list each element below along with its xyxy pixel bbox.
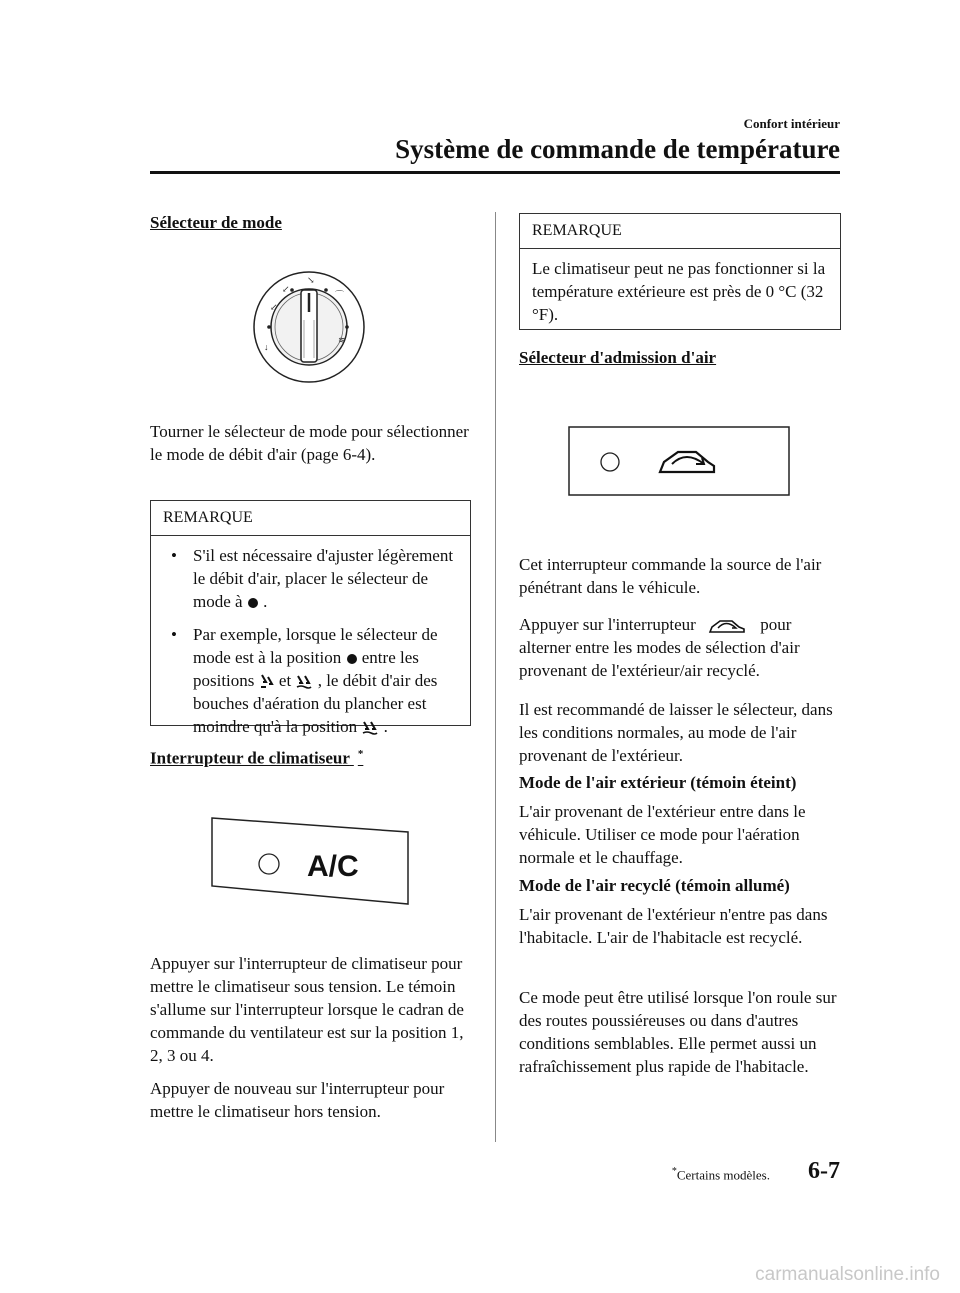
page-number: 6-7 (808, 1158, 840, 1184)
ac-switch-illustration (210, 814, 410, 908)
svg-text:⌒: ⌒ (335, 290, 345, 300)
svg-text:↓: ↓ (264, 342, 269, 352)
filled-dot-icon (247, 597, 259, 609)
outside-air-mode-description: L'air provenant de l'extérieur entre dans le véhicule. Utiliser ce mode pour l'aération normale et le chauffage. (519, 802, 806, 867)
air-intake-description-3: Il est recommandé de laisser le sélecteur, dans les conditions normales, au mode de l'air provenant de l'extérieur. (519, 700, 833, 765)
mode-selector-heading: Sélecteur de mode (150, 213, 282, 232)
air-intake-description-2: Appuyer sur l'interrupteur pour alterner entre les modes de sélection d'air provenant de l'extérieur/air recyclé. (519, 615, 800, 681)
watermark: carmanualsonline.info (755, 1264, 940, 1285)
note-title: REMARQUE (151, 501, 470, 536)
mode-selector-description: Tourner le sélecteur de mode pour sélectionner le mode de débit d'air (page 6-4). (150, 422, 469, 464)
floor-vent-icon (259, 674, 275, 690)
svg-text:↙: ↙ (270, 302, 278, 312)
asterisk-marker: * (357, 748, 364, 760)
outside-air-mode-heading: Mode de l'air extérieur (témoin éteint) (519, 773, 797, 792)
air-intake-switch-illustration (568, 426, 790, 496)
note-bullet-1: • S'il est nécessaire d'ajuster légèrement le débit d'air, placer le sélecteur de mode à . (171, 546, 454, 611)
note-text: Le climatiseur peut ne pas fonctionner si la température extérieure est près de 0 °C (32 °F). (532, 259, 826, 324)
indicator-light-icon (259, 854, 279, 874)
svg-text:≋: ≋ (338, 335, 346, 345)
recirculated-air-mode-description-2: Ce mode peut être utilisé lorsque l'on roule sur des routes poussiéreuses ou dans d'autres conditions semblables. Elle permet aussi un rafraîchissement plus rapide de l'habitacle. (519, 988, 837, 1076)
section-label: Confort intérieur (743, 116, 840, 131)
svg-text:↘: ↘ (307, 275, 315, 285)
floor-defrost-icon (361, 720, 379, 736)
note-box-mode (150, 500, 471, 736)
note-box-ac (519, 213, 841, 330)
page-title: Système de commande de température (395, 134, 840, 164)
column-divider (495, 212, 496, 1142)
ac-description-1: Appuyer sur l'interrupteur de climatiseur pour mettre le climatiseur sous tension. Le témoin s'allume sur l'interrupteur lorsque le cadran de commande du ventilateur est sur la position 1, 2, 3 ou 4. (150, 954, 464, 1065)
bullet-dot: • (171, 625, 177, 644)
ac-description-2: Appuyer de nouveau sur l'interrupteur pour mettre le climatiseur hors tension. (150, 1079, 445, 1121)
svg-text:↙: ↙ (282, 284, 290, 294)
header-rule (150, 171, 840, 174)
floor-defrost-icon (295, 674, 313, 690)
asterisk-marker: * (671, 1166, 677, 1177)
ac-label: A/C (307, 850, 359, 883)
recirculation-car-icon (706, 616, 750, 636)
recirculated-air-mode-description-1: L'air provenant de l'extérieur n'entre pas dans l'habitacle. L'air de l'habitacle est recyclé. (519, 905, 828, 947)
filled-dot-icon (346, 653, 358, 665)
bullet-dot: • (171, 546, 177, 565)
air-intake-heading: Sélecteur d'admission d'air (519, 348, 717, 367)
ac-switch-heading: Interrupteur de climatiseur * (150, 748, 364, 768)
mode-selector-knob-illustration (252, 270, 366, 384)
note-bullet-2: • Par exemple, lorsque le sélecteur de mode est à la position entre les positions et , le débit d'air des bouches d'aération du plancher est moindre qu'à la position . (171, 625, 438, 736)
note-title: REMARQUE (520, 214, 840, 249)
footnote: *Certains modèles. (671, 1166, 770, 1183)
air-intake-description-1: Cet interrupteur commande la source de l'air pénétrant dans le véhicule. (519, 555, 822, 597)
recirculated-air-mode-heading: Mode de l'air recyclé (témoin allumé) (519, 876, 790, 895)
indicator-light-icon (601, 453, 619, 471)
